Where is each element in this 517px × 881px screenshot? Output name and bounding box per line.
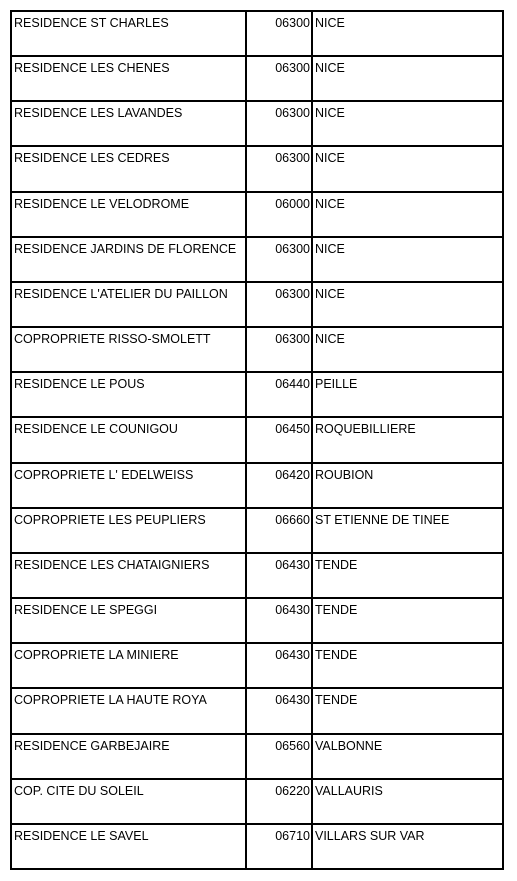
postal-code-cell xyxy=(246,688,312,733)
city-text: VALBONNE xyxy=(315,738,383,753)
postal-code-cell xyxy=(246,282,312,327)
postal-code-cell xyxy=(246,327,312,372)
postal-code-text: 06560 xyxy=(275,738,310,753)
postal-code-text: 06300 xyxy=(275,332,310,347)
postal-code-text: 06420 xyxy=(275,467,310,482)
postal-code-text: 06430 xyxy=(275,648,310,663)
residence-name-text: RESIDENCE LES CHATAIGNIERS xyxy=(14,557,210,572)
city-cell xyxy=(312,372,503,417)
postal-code-text: 06430 xyxy=(275,693,310,708)
city-cell xyxy=(312,192,503,237)
city-cell xyxy=(312,417,503,462)
postal-code-text: 06300 xyxy=(275,61,310,76)
city-text: TENDE xyxy=(315,648,358,663)
city-cell xyxy=(312,237,503,282)
postal-code-cell xyxy=(246,598,312,643)
residence-name-text: COPROPRIETE LES PEUPLIERS xyxy=(14,512,206,527)
residence-table-body xyxy=(11,11,503,869)
table-row xyxy=(11,508,503,553)
postal-code-text: 06300 xyxy=(275,286,310,301)
residence-name-text: RESIDENCE LE COUNIGOU xyxy=(14,422,178,437)
postal-code-cell xyxy=(246,192,312,237)
city-text: NICE xyxy=(315,16,345,30)
city-cell xyxy=(312,56,503,101)
residence-name-cell xyxy=(11,779,246,824)
postal-code-cell xyxy=(246,101,312,146)
city-text: NICE xyxy=(315,241,345,256)
city-cell xyxy=(312,508,503,553)
postal-code-text: 06300 xyxy=(275,241,310,256)
city-text: PEILLE xyxy=(315,377,358,392)
table-row xyxy=(11,824,503,869)
city-text: ROUBION xyxy=(315,467,374,482)
table-row xyxy=(11,146,503,191)
city-text: VALLAURIS xyxy=(315,783,383,798)
city-text: NICE xyxy=(315,332,345,347)
residence-name-text: RESIDENCE LE SAVEL xyxy=(14,828,149,843)
residence-name-text: RESIDENCE GARBEJAIRE xyxy=(14,738,170,753)
city-cell xyxy=(312,327,503,372)
postal-code-cell xyxy=(246,553,312,598)
table-row xyxy=(11,192,503,237)
residence-name-cell xyxy=(11,237,246,282)
city-text: ROQUEBILLIERE xyxy=(315,422,416,437)
city-text: NICE xyxy=(315,151,345,166)
residence-name-text: COPROPRIETE RISSO-SMOLETT xyxy=(14,332,211,347)
residence-name-text: RESIDENCE JARDINS DE FLORENCE xyxy=(14,241,237,256)
table-row xyxy=(11,734,503,779)
residence-name-cell xyxy=(11,824,246,869)
table-row xyxy=(11,327,503,372)
city-cell xyxy=(312,688,503,733)
city-cell xyxy=(312,643,503,688)
table-row xyxy=(11,463,503,508)
postal-code-cell xyxy=(246,734,312,779)
city-cell xyxy=(312,101,503,146)
residence-name-cell xyxy=(11,688,246,733)
city-text: NICE xyxy=(315,106,345,121)
city-text: VILLARS SUR VAR xyxy=(315,828,425,843)
residence-name-text: RESIDENCE LES CHENES xyxy=(14,61,170,76)
postal-code-cell xyxy=(246,824,312,869)
city-cell xyxy=(312,779,503,824)
table-row xyxy=(11,688,503,733)
residence-name-cell xyxy=(11,327,246,372)
residence-name-cell xyxy=(11,643,246,688)
residence-name-cell xyxy=(11,146,246,191)
postal-code-cell xyxy=(246,237,312,282)
residence-name-cell xyxy=(11,372,246,417)
residence-name-cell xyxy=(11,282,246,327)
city-text: TENDE xyxy=(315,693,358,708)
table-row xyxy=(11,56,503,101)
postal-code-cell xyxy=(246,779,312,824)
postal-code-text: 06300 xyxy=(275,106,310,121)
city-text: TENDE xyxy=(315,603,358,618)
table-row xyxy=(11,237,503,282)
table-row xyxy=(11,11,503,56)
table-row xyxy=(11,643,503,688)
residence-name-cell xyxy=(11,508,246,553)
city-cell xyxy=(312,11,503,56)
city-text: NICE xyxy=(315,61,345,76)
city-cell xyxy=(312,463,503,508)
postal-code-cell xyxy=(246,372,312,417)
residence-name-cell xyxy=(11,417,246,462)
city-text: ST ETIENNE DE TINEE xyxy=(315,512,450,527)
residence-name-cell xyxy=(11,598,246,643)
postal-code-cell xyxy=(246,146,312,191)
postal-code-cell xyxy=(246,56,312,101)
residence-table xyxy=(10,10,504,870)
residence-name-text: COPROPRIETE LA MINIERE xyxy=(14,648,179,663)
residence-name-cell xyxy=(11,734,246,779)
city-cell xyxy=(312,598,503,643)
residence-name-text: COP. CITE DU SOLEIL xyxy=(14,783,144,798)
postal-code-cell xyxy=(246,417,312,462)
residence-name-cell xyxy=(11,553,246,598)
postal-code-text: 06430 xyxy=(275,557,310,572)
postal-code-text: 06220 xyxy=(275,783,310,798)
residence-name-cell xyxy=(11,192,246,237)
postal-code-text: 06000 xyxy=(275,196,310,211)
table-row xyxy=(11,101,503,146)
table-row xyxy=(11,779,503,824)
table-row xyxy=(11,372,503,417)
city-text: TENDE xyxy=(315,557,358,572)
postal-code-text: 06450 xyxy=(275,422,310,437)
residence-name-text: RESIDENCE LE SPEGGI xyxy=(14,603,158,618)
residence-name-cell xyxy=(11,56,246,101)
postal-code-cell xyxy=(246,463,312,508)
postal-code-cell xyxy=(246,643,312,688)
residence-name-cell xyxy=(11,463,246,508)
table-row xyxy=(11,598,503,643)
postal-code-text: 06300 xyxy=(275,151,310,166)
postal-code-text: 06300 xyxy=(275,16,310,30)
city-text: NICE xyxy=(315,286,345,301)
residence-name-text: RESIDENCE ST CHARLES xyxy=(14,16,169,30)
residence-name-text: COPROPRIETE L' EDELWEISS xyxy=(14,467,194,482)
postal-code-cell xyxy=(246,508,312,553)
residence-name-text: RESIDENCE LES LAVANDES xyxy=(14,106,183,121)
residence-name-cell xyxy=(11,101,246,146)
postal-code-text: 06660 xyxy=(275,512,310,527)
city-cell xyxy=(312,146,503,191)
table-row xyxy=(11,282,503,327)
residence-name-text: COPROPRIETE LA HAUTE ROYA xyxy=(14,693,207,708)
residence-name-text: RESIDENCE LE VELODROME xyxy=(14,196,190,211)
postal-code-cell xyxy=(246,11,312,56)
residence-name-text: RESIDENCE LE POUS xyxy=(14,377,145,392)
city-cell xyxy=(312,734,503,779)
residence-name-text: RESIDENCE LES CEDRES xyxy=(14,151,170,166)
residence-name-cell xyxy=(11,11,246,56)
city-cell xyxy=(312,282,503,327)
table-row xyxy=(11,553,503,598)
postal-code-text: 06440 xyxy=(275,377,310,392)
table-row xyxy=(11,417,503,462)
residence-name-text: RESIDENCE L'ATELIER DU PAILLON xyxy=(14,286,228,301)
postal-code-text: 06710 xyxy=(275,828,310,843)
postal-code-text: 06430 xyxy=(275,603,310,618)
city-text: NICE xyxy=(315,196,345,211)
city-cell xyxy=(312,553,503,598)
city-cell xyxy=(312,824,503,869)
